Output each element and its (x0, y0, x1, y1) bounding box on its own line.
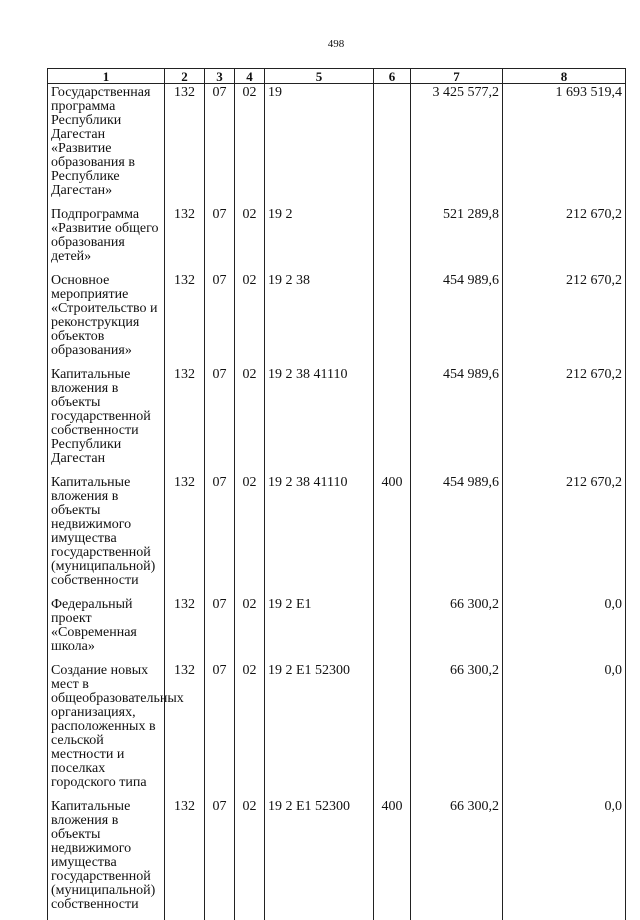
cell-type (374, 596, 411, 662)
cell-amount-7: 3 425 577,2 (411, 84, 503, 207)
row-name: Государственная программа Республики Дагестан «Развитие образования в Республике Дагестан» (51, 85, 151, 198)
row-name: Капитальные вложения в объекты недвижимого имущества государственной (муниципальной) собственности (51, 799, 156, 912)
cell-type (374, 206, 411, 272)
cell-type (374, 662, 411, 798)
cell-type (374, 366, 411, 474)
table-row (48, 272, 626, 366)
table-row (48, 596, 626, 662)
row-name: Капитальные вложения в объекты недвижимого имущества государственной (муниципальной) собственности (51, 475, 156, 588)
row-name: Федеральный проект «Современная школа» (51, 597, 137, 654)
cell-subsection: 02 (235, 84, 265, 207)
cell-subsection: 02 (235, 272, 265, 366)
header-cell: 6 (374, 69, 411, 84)
header-cell: 2 (165, 69, 205, 84)
header-cell: 7 (411, 69, 503, 84)
cell-code: 132 (165, 272, 205, 366)
header-cell: 8 (503, 69, 626, 84)
header-cell: 5 (265, 69, 374, 84)
row-name: Основное мероприятие «Строительство и реконструкция объектов образования» (51, 273, 158, 358)
cell-amount-7: 66 300,2 (411, 596, 503, 662)
cell-subsection: 02 (235, 798, 265, 920)
cell-amount-8: 212 670,2 (503, 272, 626, 366)
cell-subsection: 02 (235, 662, 265, 798)
cell-code: 132 (165, 366, 205, 474)
cell-target: 19 2 38 41110 (265, 366, 374, 474)
header-cell: 1 (48, 69, 165, 84)
cell-target: 19 (265, 84, 374, 207)
cell-type (374, 84, 411, 207)
cell-type: 400 (374, 474, 411, 596)
cell-code: 132 (165, 596, 205, 662)
cell-section: 07 (205, 474, 235, 596)
cell-target: 19 2 38 (265, 272, 374, 366)
cell-amount-8: 212 670,2 (503, 206, 626, 272)
cell-code: 132 (165, 206, 205, 272)
cell-amount-8: 1 693 519,4 (503, 84, 626, 207)
cell-subsection: 02 (235, 596, 265, 662)
cell-amount-7: 454 989,6 (411, 366, 503, 474)
cell-target: 19 2 E1 (265, 596, 374, 662)
row-name: Создание новых мест в общеобразовательных организациях, расположенных в сельской местности и поселках городского типа (51, 663, 184, 790)
table-row (48, 798, 626, 920)
cell-code: 132 (165, 474, 205, 596)
cell-amount-7: 66 300,2 (411, 662, 503, 798)
cell-target: 19 2 E1 52300 (265, 798, 374, 920)
cell-amount-8: 0,0 (503, 662, 626, 798)
table-row (48, 366, 626, 474)
row-name: Подпрограмма «Развитие общего образования детей» (51, 207, 159, 264)
cell-amount-7: 454 989,6 (411, 272, 503, 366)
page-number: 498 (327, 38, 345, 50)
cell-section: 07 (205, 596, 235, 662)
cell-type (374, 272, 411, 366)
cell-type: 400 (374, 798, 411, 920)
cell-target: 19 2 (265, 206, 374, 272)
table-row (48, 474, 626, 596)
cell-target: 19 2 E1 52300 (265, 662, 374, 798)
header-cell: 3 (205, 69, 235, 84)
row-name: Капитальные вложения в объекты государственной собственности Республики Дагестан (51, 367, 151, 466)
cell-section: 07 (205, 662, 235, 798)
cell-subsection: 02 (235, 206, 265, 272)
cell-code: 132 (165, 798, 205, 920)
cell-target: 19 2 38 41110 (265, 474, 374, 596)
cell-amount-8: 0,0 (503, 798, 626, 920)
cell-section: 07 (205, 84, 235, 207)
table-row (48, 206, 626, 272)
header-row (48, 69, 626, 84)
cell-amount-7: 66 300,2 (411, 798, 503, 920)
cell-subsection: 02 (235, 474, 265, 596)
header-cell: 4 (235, 69, 265, 84)
cell-amount-8: 212 670,2 (503, 366, 626, 474)
cell-code: 132 (165, 84, 205, 207)
cell-amount-7: 454 989,6 (411, 474, 503, 596)
budget-table (47, 68, 626, 920)
table-row (48, 84, 626, 207)
cell-amount-8: 0,0 (503, 596, 626, 662)
cell-section: 07 (205, 206, 235, 272)
table-row (48, 662, 626, 798)
cell-section: 07 (205, 366, 235, 474)
cell-subsection: 02 (235, 366, 265, 474)
cell-section: 07 (205, 272, 235, 366)
cell-section: 07 (205, 798, 235, 920)
cell-code: 132 (165, 662, 205, 798)
cell-amount-8: 212 670,2 (503, 474, 626, 596)
cell-amount-7: 521 289,8 (411, 206, 503, 272)
